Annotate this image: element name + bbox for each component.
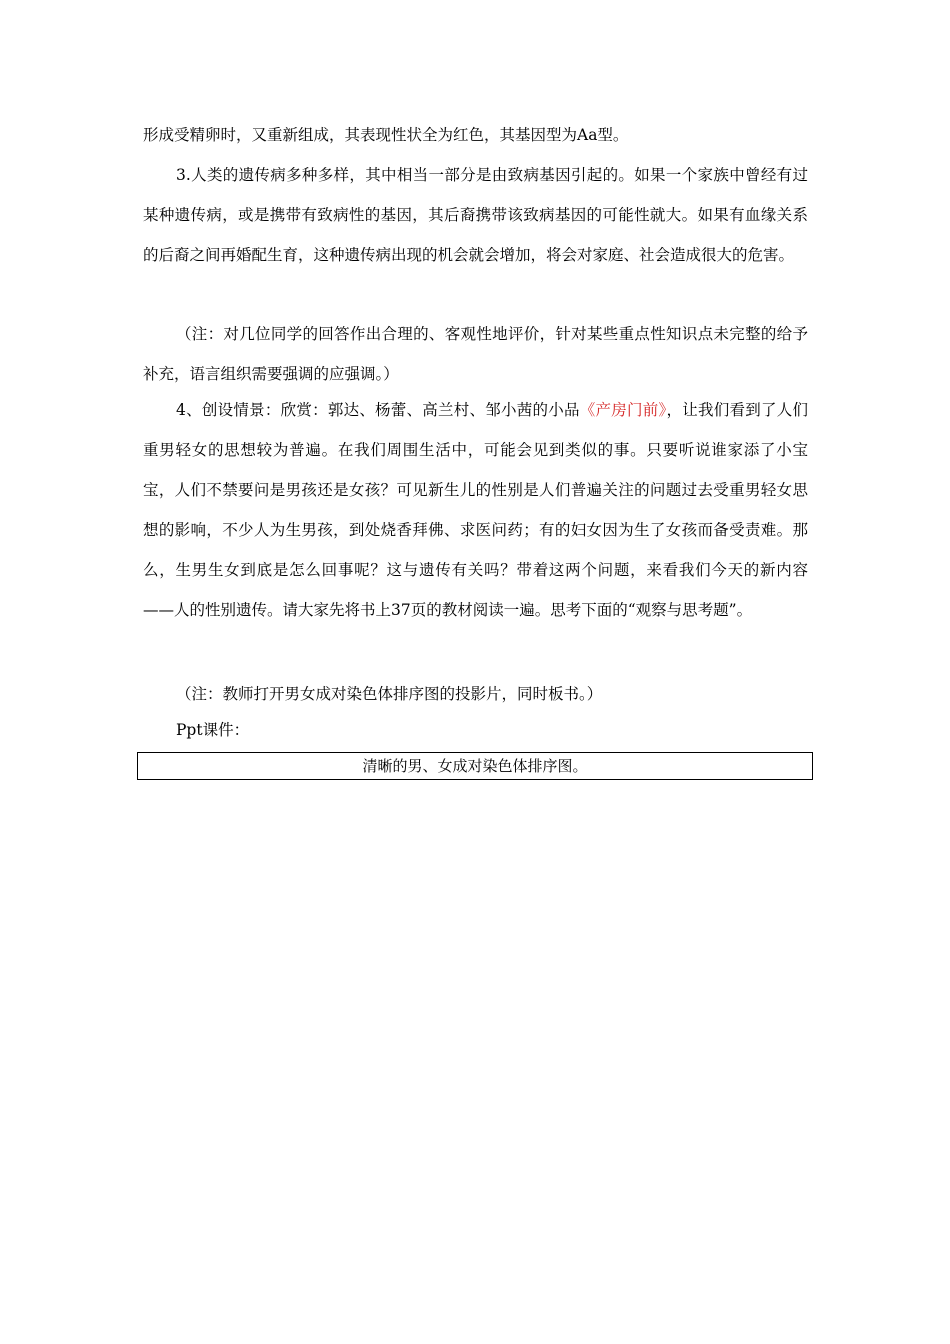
scenario-intro-text: 4、创设情景：欣赏：郭达、杨蕾、高兰村、邹小茜的小品 [176,401,580,419]
courseware-box: 清晰的男、女成对染色体排序图。 [137,752,813,780]
ppt-courseware-label: Ppt课件： [176,721,250,739]
paragraph-scenario [143,390,808,630]
paragraph-note-teacher: （注：教师打开男女成对染色体排序图的投影片，同时板书。） [176,685,603,703]
sketch-title: 《产房门前》 [579,401,667,419]
paragraph-genotype: 形成受精卵时，又重新组成，其表现性状全为红色，其基因型为Aa型。 [143,126,629,144]
paragraph-hereditary-disease: 3.人类的遗传病多种多样，其中相当一部分是由致病基因引起的。如果一个家族中曾经有过某种遗传病，或是携带有致病性的基因，其后裔携带该致病基因的可能性就大。如果有血缘关系的后裔之间再婚配生育，这种遗传病出现的机会就会增加，将会对家庭、社会造成很大的危害。 [143,166,808,264]
scenario-body-text: ，让我们看到了人们重男轻女的思想较为普遍。在我们周围生活中，可能会见到类似的事。只要听说谁家添了小宝宝，人们不禁要问是男孩还是女孩？可见新生儿的性别是人们普遍关注的问题过去受重男轻女思想的影响，不少人为生男孩，到处烧香拜佛、求医问药；有的妇女因为生了女孩而备受责难。那么，生男生女到底是怎么回事呢？这与遗传有关吗？带着这两个问题，来看我们今天的新内容——人的性别遗传。请大家先将书上37页的教材阅读一遍。思考下面的“观察与思考题”。 [143,401,808,619]
paragraph-note-evaluation: （注：对几位同学的回答作出合理的、客观性地评价，针对某些重点性知识点未完整的给予补充，语言组织需要强调的应强调。） [143,325,808,383]
